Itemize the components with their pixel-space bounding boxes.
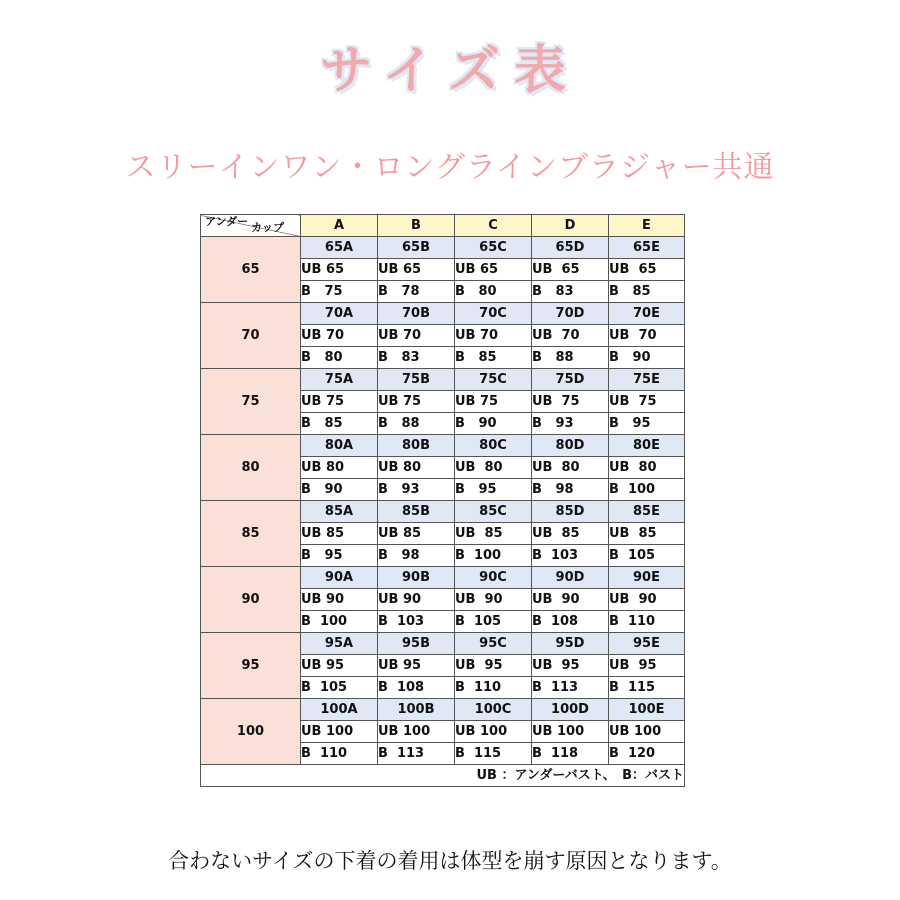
page-title: サイズ表 bbox=[320, 41, 580, 101]
size-label: 70D bbox=[532, 303, 609, 325]
underbust-value: UB 65 bbox=[455, 259, 532, 281]
underbust-value: UB 65 bbox=[301, 259, 378, 281]
size-label: 95E bbox=[609, 633, 685, 655]
size-table bbox=[200, 214, 685, 787]
underbust-value: UB 65 bbox=[532, 259, 609, 281]
underbust-value: UB 85 bbox=[378, 523, 455, 545]
table-row bbox=[201, 699, 685, 721]
bust-value: B 103 bbox=[378, 611, 455, 633]
legend-row bbox=[201, 765, 685, 787]
underbust-value: UB 100 bbox=[301, 721, 378, 743]
bust-value: B 113 bbox=[532, 677, 609, 699]
page-subtitle: スリーインワン・ロングラインブラジャー共通 bbox=[125, 150, 775, 185]
underbust-value: UB 95 bbox=[609, 655, 685, 677]
band-label: 95 bbox=[201, 633, 301, 699]
underbust-value: UB 100 bbox=[455, 721, 532, 743]
size-label: 90C bbox=[455, 567, 532, 589]
size-label: 100D bbox=[532, 699, 609, 721]
size-label: 100E bbox=[609, 699, 685, 721]
underbust-value: UB 75 bbox=[609, 391, 685, 413]
table-row bbox=[201, 567, 685, 589]
size-label: 75E bbox=[609, 369, 685, 391]
table-row bbox=[201, 633, 685, 655]
size-label: 75A bbox=[301, 369, 378, 391]
bust-value: B 98 bbox=[532, 479, 609, 501]
bust-value: B 110 bbox=[609, 611, 685, 633]
underbust-value: UB 75 bbox=[301, 391, 378, 413]
bust-value: B 110 bbox=[455, 677, 532, 699]
bust-value: B 118 bbox=[532, 743, 609, 765]
underbust-value: UB 80 bbox=[455, 457, 532, 479]
size-label: 65A bbox=[301, 237, 378, 259]
size-label: 95C bbox=[455, 633, 532, 655]
underbust-value: UB 85 bbox=[532, 523, 609, 545]
underbust-value: UB 90 bbox=[532, 589, 609, 611]
underbust-value: UB 100 bbox=[378, 721, 455, 743]
underbust-value: UB 90 bbox=[378, 589, 455, 611]
table-legend: UB ：アンダーバスト、 B：バスト bbox=[201, 765, 685, 787]
cup-header-c: C bbox=[455, 215, 532, 237]
bust-value: B 95 bbox=[609, 413, 685, 435]
size-label: 65C bbox=[455, 237, 532, 259]
band-label: 65 bbox=[201, 237, 301, 303]
underbust-value: UB 75 bbox=[378, 391, 455, 413]
size-label: 85E bbox=[609, 501, 685, 523]
bust-value: B 88 bbox=[532, 347, 609, 369]
cup-header-e: E bbox=[609, 215, 685, 237]
size-label: 65B bbox=[378, 237, 455, 259]
bust-value: B 108 bbox=[532, 611, 609, 633]
size-label: 80C bbox=[455, 435, 532, 457]
bust-value: B 85 bbox=[301, 413, 378, 435]
bust-value: B 115 bbox=[455, 743, 532, 765]
underbust-value: UB 80 bbox=[609, 457, 685, 479]
size-label: 80A bbox=[301, 435, 378, 457]
bust-value: B 90 bbox=[455, 413, 532, 435]
underbust-value: UB 90 bbox=[609, 589, 685, 611]
size-label: 100C bbox=[455, 699, 532, 721]
bust-value: B 80 bbox=[455, 281, 532, 303]
size-label: 70E bbox=[609, 303, 685, 325]
band-label: 85 bbox=[201, 501, 301, 567]
bust-value: B 115 bbox=[609, 677, 685, 699]
band-label: 100 bbox=[201, 699, 301, 765]
bust-value: B 95 bbox=[455, 479, 532, 501]
size-label: 90A bbox=[301, 567, 378, 589]
bust-value: B 100 bbox=[301, 611, 378, 633]
bust-value: B 108 bbox=[378, 677, 455, 699]
bust-value: B 120 bbox=[609, 743, 685, 765]
size-label: 100A bbox=[301, 699, 378, 721]
underbust-value: UB 70 bbox=[609, 325, 685, 347]
bust-value: B 105 bbox=[301, 677, 378, 699]
bust-value: B 83 bbox=[532, 281, 609, 303]
size-label: 90E bbox=[609, 567, 685, 589]
underbust-value: UB 75 bbox=[532, 391, 609, 413]
underbust-value: UB 95 bbox=[378, 655, 455, 677]
bust-value: B 105 bbox=[609, 545, 685, 567]
underbust-value: UB 70 bbox=[455, 325, 532, 347]
bust-value: B 78 bbox=[378, 281, 455, 303]
size-label: 85B bbox=[378, 501, 455, 523]
size-label: 95B bbox=[378, 633, 455, 655]
cup-header-a: A bbox=[301, 215, 378, 237]
bust-value: B 100 bbox=[455, 545, 532, 567]
band-label: 75 bbox=[201, 369, 301, 435]
bust-value: B 103 bbox=[532, 545, 609, 567]
bust-value: B 75 bbox=[301, 281, 378, 303]
corner-cell bbox=[201, 215, 301, 237]
underbust-value: UB 95 bbox=[532, 655, 609, 677]
bust-value: B 88 bbox=[378, 413, 455, 435]
cup-header-b: B bbox=[378, 215, 455, 237]
size-label: 75C bbox=[455, 369, 532, 391]
underbust-value: UB 75 bbox=[455, 391, 532, 413]
size-label: 75D bbox=[532, 369, 609, 391]
bust-value: B 110 bbox=[301, 743, 378, 765]
underbust-value: UB 100 bbox=[532, 721, 609, 743]
table-header-row bbox=[201, 215, 685, 237]
size-label: 95D bbox=[532, 633, 609, 655]
bust-value: B 85 bbox=[455, 347, 532, 369]
table-row bbox=[201, 303, 685, 325]
underbust-value: UB 65 bbox=[609, 259, 685, 281]
band-label: 90 bbox=[201, 567, 301, 633]
size-label: 85D bbox=[532, 501, 609, 523]
underbust-value: UB 70 bbox=[532, 325, 609, 347]
size-label: 100B bbox=[378, 699, 455, 721]
underbust-value: UB 80 bbox=[301, 457, 378, 479]
cup-header-d: D bbox=[532, 215, 609, 237]
size-label: 75B bbox=[378, 369, 455, 391]
corner-under-label: アンダー bbox=[205, 215, 249, 228]
bust-value: B 90 bbox=[609, 347, 685, 369]
bust-value: B 113 bbox=[378, 743, 455, 765]
underbust-value: UB 100 bbox=[609, 721, 685, 743]
bust-value: B 100 bbox=[609, 479, 685, 501]
band-label: 80 bbox=[201, 435, 301, 501]
bust-value: B 90 bbox=[301, 479, 378, 501]
size-label: 70B bbox=[378, 303, 455, 325]
size-label: 70A bbox=[301, 303, 378, 325]
size-label: 70C bbox=[455, 303, 532, 325]
bust-value: B 98 bbox=[378, 545, 455, 567]
bust-value: B 105 bbox=[455, 611, 532, 633]
bust-value: B 93 bbox=[378, 479, 455, 501]
underbust-value: UB 80 bbox=[532, 457, 609, 479]
size-label: 80B bbox=[378, 435, 455, 457]
size-label: 85A bbox=[301, 501, 378, 523]
underbust-value: UB 95 bbox=[301, 655, 378, 677]
underbust-value: UB 85 bbox=[301, 523, 378, 545]
table-row bbox=[201, 237, 685, 259]
underbust-value: UB 90 bbox=[455, 589, 532, 611]
size-label: 65D bbox=[532, 237, 609, 259]
size-label: 80D bbox=[532, 435, 609, 457]
bust-value: B 95 bbox=[301, 545, 378, 567]
bust-value: B 85 bbox=[609, 281, 685, 303]
size-label: 85C bbox=[455, 501, 532, 523]
bust-value: B 83 bbox=[378, 347, 455, 369]
bust-value: B 93 bbox=[532, 413, 609, 435]
band-label: 70 bbox=[201, 303, 301, 369]
table-row bbox=[201, 369, 685, 391]
size-label: 90D bbox=[532, 567, 609, 589]
underbust-value: UB 80 bbox=[378, 457, 455, 479]
footer-note: 合わないサイズの下着の着用は体型を崩す原因となります。 bbox=[168, 849, 732, 873]
bust-value: B 80 bbox=[301, 347, 378, 369]
size-label: 65E bbox=[609, 237, 685, 259]
size-label: 90B bbox=[378, 567, 455, 589]
underbust-value: UB 85 bbox=[455, 523, 532, 545]
underbust-value: UB 95 bbox=[455, 655, 532, 677]
table-row bbox=[201, 435, 685, 457]
corner-cup-label: カップ bbox=[251, 221, 284, 234]
underbust-value: UB 90 bbox=[301, 589, 378, 611]
size-label: 80E bbox=[609, 435, 685, 457]
underbust-value: UB 70 bbox=[378, 325, 455, 347]
underbust-value: UB 85 bbox=[609, 523, 685, 545]
underbust-value: UB 70 bbox=[301, 325, 378, 347]
underbust-value: UB 65 bbox=[378, 259, 455, 281]
table-row bbox=[201, 501, 685, 523]
size-label: 95A bbox=[301, 633, 378, 655]
